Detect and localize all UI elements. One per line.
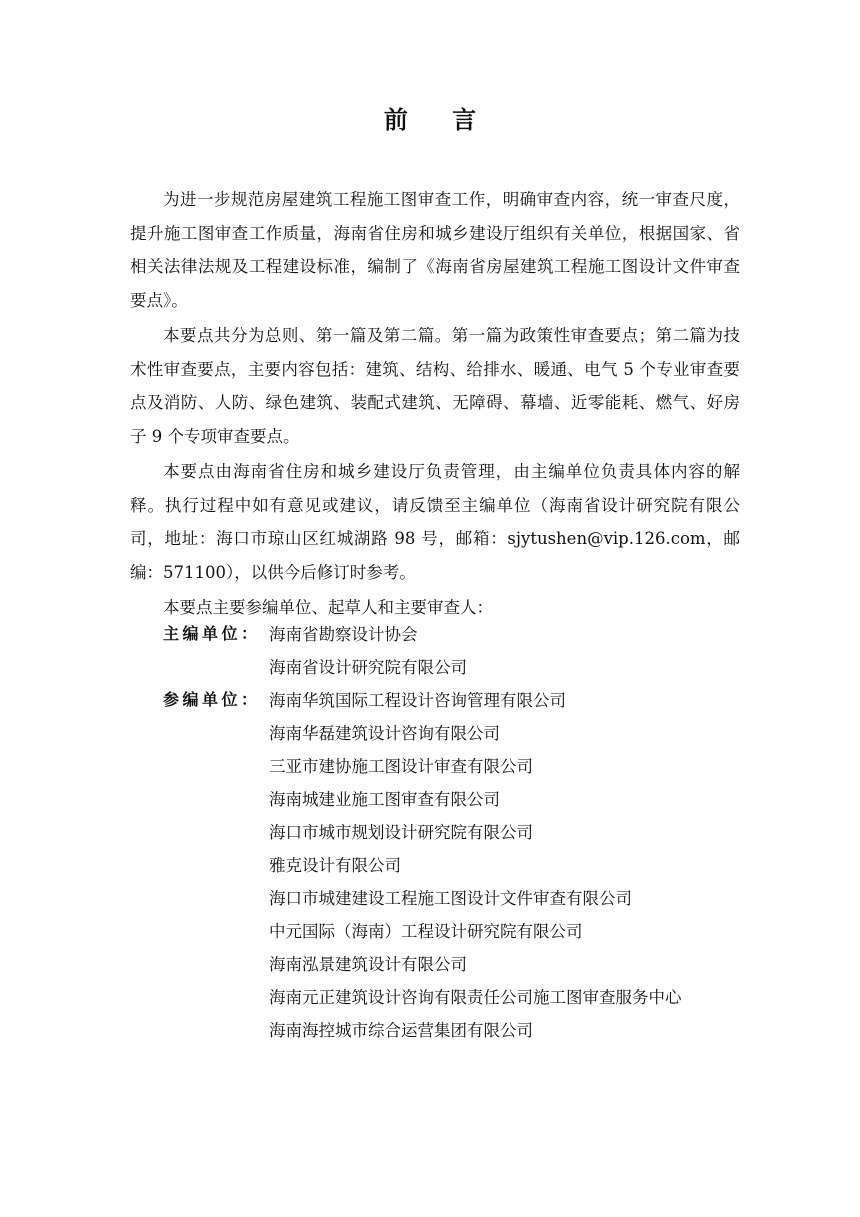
unit-list — [163, 616, 763, 1045]
preface-paragraph: 本要点由海南省住房和城乡建设厅负责管理，由主编单位负责具体内容的解释。执行过程中如有意见或建议，请反馈至主编单位（海南省设计研究院有限公司，地址：海口市琼山区红城湖路 98 号，邮箱：sjytushen@vip.126.com，邮编：571100），以供今后修订时参考。 — [130, 462, 740, 582]
participating-unit: 海南华筑国际工程设计咨询管理有限公司 — [269, 690, 566, 710]
participating-row — [163, 946, 763, 979]
participating-label: 参编单位： — [163, 690, 261, 709]
participating-row — [163, 715, 763, 748]
chief-editor-unit: 海南省勘察设计协会 — [269, 624, 418, 644]
participating-unit: 中元国际（海南）工程设计研究院有限公司 — [269, 921, 583, 941]
preface-paragraph: 本要点主要参编单位、起草人和主要审查人： — [163, 598, 493, 617]
participating-unit: 海口市城市规划设计研究院有限公司 — [269, 822, 533, 842]
page-title: 前 言 — [383, 106, 495, 134]
participating-row — [163, 748, 763, 781]
chief-editor-row — [163, 616, 763, 649]
preface-paragraph: 本要点共分为总则、第一篇及第二篇。第一篇为政策性审查要点；第二篇为技术性审查要点，主要内容包括：建筑、结构、给排水、暖通、电气 5 个专业审查要点及消防、人防、绿色建筑、装配式建筑、无障碍、幕墙、近零能耗、燃气、好房子 9 个专项审查要点。 — [130, 326, 740, 446]
participating-row — [163, 913, 763, 946]
preface-body — [130, 183, 740, 627]
participating-row — [163, 847, 763, 880]
participating-row — [163, 814, 763, 847]
participating-row — [163, 979, 763, 1012]
participating-row — [163, 682, 763, 715]
participating-unit: 雅克设计有限公司 — [269, 855, 401, 875]
chief-editor-unit: 海南省设计研究院有限公司 — [269, 657, 467, 677]
participating-row — [163, 781, 763, 814]
participating-row — [163, 880, 763, 913]
participating-row — [163, 1012, 763, 1045]
participating-unit: 海南城建业施工图审查有限公司 — [269, 789, 500, 809]
participating-unit: 海南泓景建筑设计有限公司 — [269, 954, 467, 974]
participating-unit: 海南华磊建筑设计咨询有限公司 — [269, 723, 500, 743]
preface-paragraph: 为进一步规范房屋建筑工程施工图审查工作，明确审查内容，统一审查尺度，提升施工图审查工作质量，海南省住房和城乡建设厅组织有关单位，根据国家、省相关法律法规及工程建设标准，编制了《海南省房屋建筑工程施工图设计文件审查要点》。 — [130, 190, 740, 310]
participating-unit: 海口市城建建设工程施工图设计文件审查有限公司 — [269, 888, 632, 908]
participating-unit: 海南元正建筑设计咨询有限责任公司施工图审查服务中心 — [269, 987, 682, 1007]
chief-editor-row — [163, 649, 763, 682]
participating-unit: 三亚市建协施工图设计审查有限公司 — [269, 756, 533, 776]
chief-editor-label: 主编单位： — [163, 624, 261, 643]
participating-unit: 海南海控城市综合运营集团有限公司 — [269, 1020, 533, 1040]
